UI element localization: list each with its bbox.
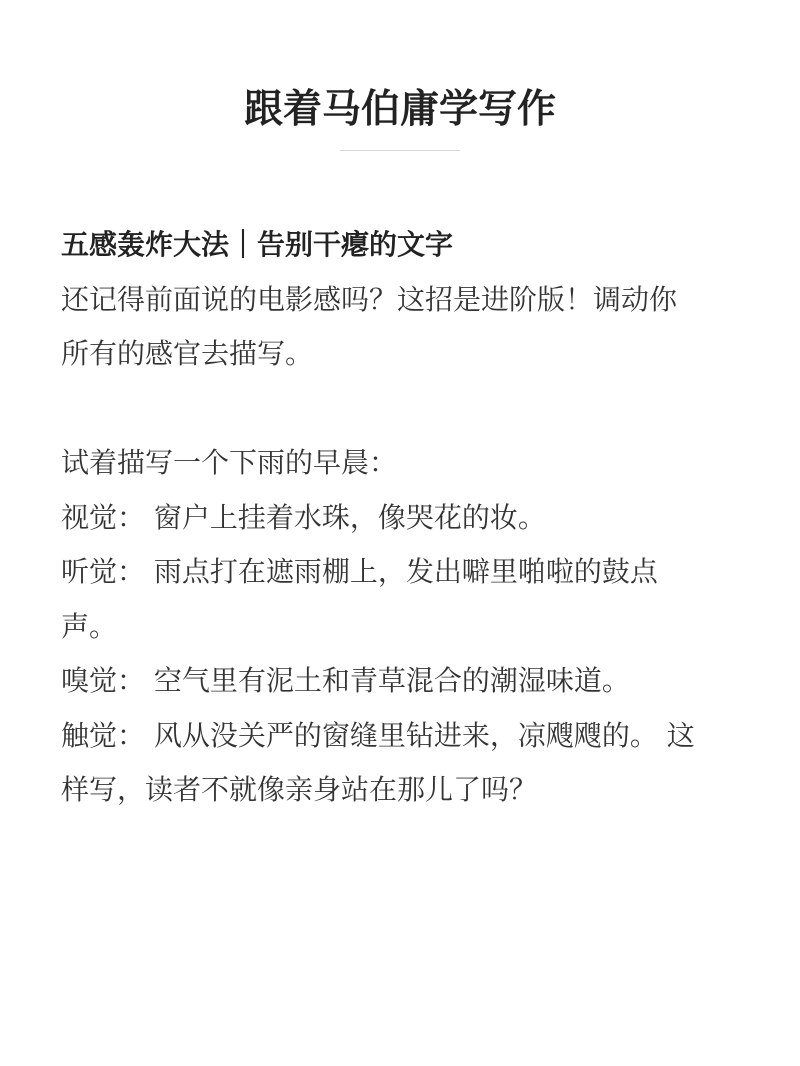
paragraph-spacer bbox=[61, 382, 751, 437]
sense-line-hearing-continued: 声。 bbox=[61, 609, 118, 643]
paragraph-line: 试着描写一个下雨的早晨： bbox=[61, 446, 398, 479]
sense-line-touch: 触觉： 风从没关严的窗缝里钻进来，凉飕飕的。 这 bbox=[61, 718, 695, 752]
sense-line-hearing: 听觉： 雨点打在遮雨棚上，发出噼里啪啦的鼓点 bbox=[61, 555, 658, 588]
closing-line: 样写，读者不就像亲身站在那儿了吗？ bbox=[61, 773, 538, 806]
section-heading: 五感轰炸大法｜告别干瘪的文字 bbox=[61, 228, 454, 261]
sense-line-sight: 视觉： 窗户上挂着水珠，像哭花的妆。 bbox=[61, 500, 546, 534]
article-body bbox=[61, 218, 751, 818]
sense-line-smell: 嗅觉： 空气里有泥土和青草混合的潮湿味道。 bbox=[61, 664, 630, 697]
page-title: 跟着马伯庸学写作 bbox=[243, 87, 556, 132]
title-divider bbox=[340, 150, 460, 151]
paragraph-line: 所有的感官去描写。 bbox=[61, 337, 314, 370]
paragraph-line: 还记得前面说的电影感吗？这招是进阶版！调动你 bbox=[61, 282, 678, 316]
